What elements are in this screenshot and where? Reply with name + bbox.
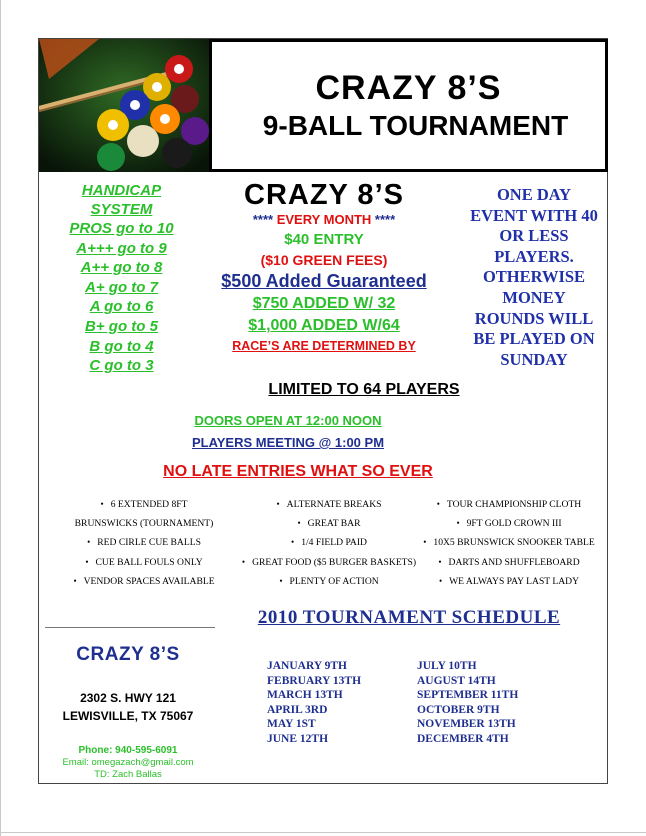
tournament-director: TD: Zach Ballas: [94, 769, 162, 780]
one-day-line: EVENT WITH 40: [470, 205, 598, 225]
title-box: [209, 39, 608, 172]
one-day-line: MONEY: [502, 287, 566, 307]
handicap-item: B+ go to 5: [85, 317, 158, 335]
schedule-date: AUGUST 14TH: [417, 674, 496, 687]
one-day-line: SUNDAY: [500, 349, 568, 369]
schedule-column-left: [267, 659, 361, 747]
handicap-title-line-2: SYSTEM: [90, 201, 153, 218]
feature-item: • 9FT GOLD CROWN III: [456, 518, 562, 530]
one-day-line: ROUNDS WILL: [474, 308, 594, 328]
schedule-date: APRIL 3RD: [267, 703, 328, 716]
email: Email: omegazach@gmail.com: [62, 757, 194, 768]
bullet-icon: •: [297, 518, 301, 529]
one-day-line: OR LESS: [499, 226, 569, 246]
address-line-2: LEWISVILLE, TX 75067: [62, 709, 194, 723]
feature-item: • VENDOR SPACES AVAILABLE: [73, 575, 215, 587]
page-bottom-edge: [0, 832, 646, 833]
billiard-balls-illustration: [39, 39, 209, 172]
every-suffix: ****: [371, 212, 396, 227]
limited-players: LIMITED TO 64 PLAYERS: [268, 381, 460, 398]
one-day-event-note: [459, 185, 609, 370]
bullet-icon: •: [279, 575, 283, 586]
added-64: $1,000 ADDED W/64: [248, 317, 400, 334]
feature-item: • 1/4 FIELD PAID: [291, 537, 367, 549]
feature-item: • RED CIRLE CUE BALLS: [87, 537, 201, 549]
address-line-1: 2302 S. HWY 121: [80, 691, 176, 705]
schedule-date: FEBRUARY 13TH: [267, 674, 362, 687]
every-prefix: ****: [252, 212, 277, 227]
bullet-icon: •: [85, 556, 89, 567]
handicap-system: [39, 181, 204, 376]
schedule-column-right: [417, 659, 518, 747]
one-day-line: ONE DAY: [496, 185, 572, 204]
every-month-text: EVERY MONTH: [276, 212, 372, 227]
handicap-item: A++ go to 8: [80, 259, 163, 277]
contact-divider: [45, 627, 215, 628]
green-fees: ($10 GREEN FEES): [260, 252, 388, 268]
entry-fee: $40 ENTRY: [284, 231, 364, 248]
handicap-item: A+++ go to 9: [76, 239, 167, 257]
schedule-date: DECEMBER 4TH: [417, 732, 509, 745]
schedule-date: JANUARY 9TH: [267, 660, 347, 672]
schedule-title: 2010 TOURNAMENT SCHEDULE: [257, 607, 561, 628]
features-column-2: [229, 495, 429, 591]
races-note: RACE’S ARE DETERMINED BY: [232, 339, 416, 353]
schedule-date: OCTOBER 9TH: [417, 703, 500, 716]
bullet-icon: •: [241, 556, 246, 567]
feature-item: BRUNSWICKS (TOURNAMENT): [74, 518, 214, 530]
bullet-icon: •: [100, 499, 104, 509]
one-day-line: BE PLAYED ON: [473, 329, 595, 349]
bullet-icon: •: [423, 537, 427, 548]
guaranteed-amount: $500 Added Guaranteed: [221, 271, 427, 291]
bullet-icon: •: [276, 499, 280, 509]
schedule-date: SEPTEMBER 11TH: [417, 689, 519, 702]
handicap-item: PROS go to 10: [69, 220, 174, 237]
title-line-1: CRAZY 8’S: [315, 68, 502, 107]
schedule-date: MARCH 13TH: [267, 689, 343, 702]
feature-item: • TOUR CHAMPIONSHIP CLOTH: [436, 499, 582, 510]
tournament-flyer: [38, 38, 608, 784]
feature-item: • GREAT FOOD ($5 BURGER BASKETS): [241, 556, 417, 568]
bullet-icon: •: [438, 556, 442, 567]
bullet-icon: •: [456, 518, 460, 529]
features-column-3: [409, 495, 609, 591]
bullet-icon: •: [291, 537, 295, 548]
handicap-title-line-1: HANDICAP: [81, 182, 162, 199]
phone: Phone: 940-595-6091: [78, 745, 178, 756]
schedule-date: MAY 1ST: [267, 718, 316, 731]
features-column-1: [59, 495, 229, 591]
bullet-icon: •: [438, 575, 443, 586]
event-details: [199, 179, 449, 355]
feature-item: • 6 EXTENDED 8FT: [100, 499, 188, 510]
doors-open: DOORS OPEN AT 12:00 NOON: [194, 413, 382, 428]
title-line-2: 9-BALL TOURNAMENT: [262, 109, 569, 141]
brand-heading: CRAZY 8’S: [244, 179, 404, 211]
bullet-icon: •: [87, 537, 91, 548]
feature-item: • GREAT BAR: [297, 518, 361, 530]
handicap-item: A go to 6: [89, 298, 154, 316]
added-32: $750 ADDED W/ 32: [252, 295, 396, 312]
one-day-line: PLAYERS.: [494, 246, 574, 266]
feature-item: • CUE BALL FOULS ONLY: [85, 556, 203, 568]
venue-name: CRAZY 8’S: [76, 644, 180, 665]
handicap-item: C go to 3: [89, 357, 154, 375]
bullet-icon: •: [73, 575, 77, 586]
feature-item: • PLENTY OF ACTION: [279, 575, 379, 587]
feature-item: • DARTS AND SHUFFLEBOARD: [438, 556, 580, 568]
schedule-date: JUNE 12TH: [267, 732, 329, 745]
no-late-entries: NO LATE ENTRIES WHAT SO EVER: [163, 463, 433, 480]
page-left-edge: [0, 0, 1, 836]
address: [39, 689, 217, 725]
every-month-line: [199, 211, 449, 229]
schedule-date: NOVEMBER 13TH: [417, 718, 516, 731]
handicap-item: B go to 4: [89, 337, 154, 355]
billiard-balls-photo: [39, 39, 209, 172]
bullet-icon: •: [436, 499, 440, 509]
feature-item: • WE ALWAYS PAY LAST LADY: [438, 575, 580, 587]
feature-item: • ALTERNATE BREAKS: [276, 499, 382, 510]
schedule-date: JULY 10TH: [417, 660, 477, 672]
feature-item: • 10X5 BRUNSWICK SNOOKER TABLE: [423, 537, 595, 549]
contact-info: [39, 643, 217, 781]
players-meeting: PLAYERS MEETING @ 1:00 PM: [191, 435, 385, 450]
handicap-item: A+ go to 7: [85, 278, 158, 296]
one-day-line: OTHERWISE: [482, 267, 586, 287]
